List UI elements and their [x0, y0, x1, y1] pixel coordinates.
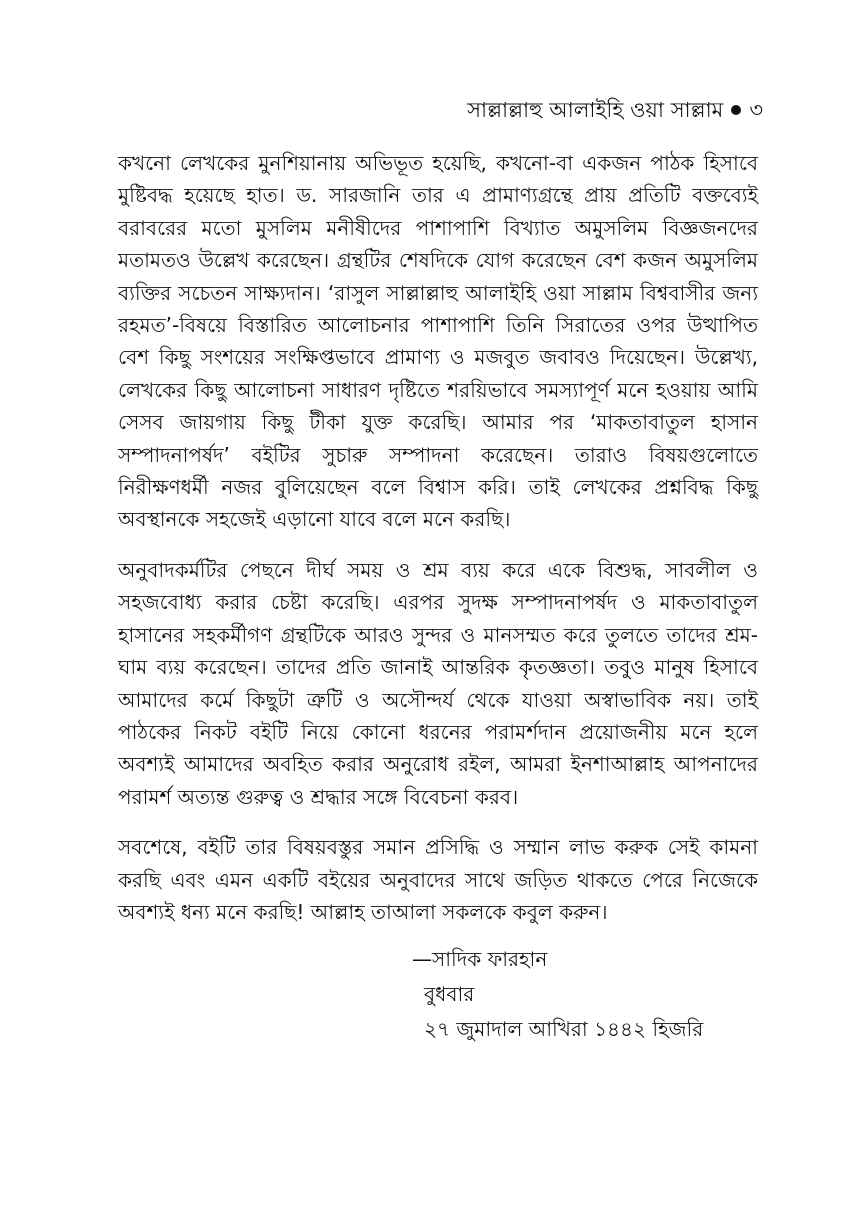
running-header	[467, 96, 763, 124]
bullet-icon	[731, 105, 741, 115]
signature-date: ২৭ জুমাদাল আখিরা ১৪৪২ হিজরি	[424, 1017, 704, 1041]
paragraph-3: সবশেষে, বইটি তার বিষয়বস্তুর সমান প্রসিদ্ধি ও সম্মান লাভ করুক সেই কামনা করছি এবং এমন একটি বইয়ের অনুবাদের সাথে জড়িত থাকতে পেরে নিজেকে অবশ্যই ধন্য মনে করছি! আল্লাহ তাআলা সকলকে কবুল করুন।	[118, 835, 758, 924]
signature-block	[412, 942, 703, 1047]
paragraph-1: কখনো লেখকের মুনশিয়ানায় অভিভূত হয়েছি, কখনো-বা একজন পাঠক হিসাবে মুষ্টিবদ্ধ হয়েছে হাত। ড. সারজানি তার এ প্রামাণ্যগ্রন্থে প্রায় প্রতিটি বক্তব্যেই বরাবরের মতো মুসলিম মনীষীদের পাশাপাশি বিখ্যাত অমুসলিম বিজ্ঞজনদের মতামতও উল্লেখ করেছেন। গ্রন্থটির শেষদিকে যোগ করেছেন বেশ কজন অমুসলিম ব্যক্তির সচেতন সাক্ষ্যদান। ‘রাসুল সাল্লাল্লাহু আলাইহি ওয়া সাল্লাম বিশ্ববাসীর জন্য রহমত’-বিষয়ে বিস্তারিত আলোচনার পাশাপাশি তিনি সিরাতের ওপর উত্থাপিত বেশ কিছু সংশয়ের সংক্ষিপ্তভাবে প্রামাণ্য ও মজবুত জবাবও দিয়েছেন। উল্লেখ্য, লেখকের কিছু আলোচনা সাধারণ দৃষ্টিতে শরয়িভাবে সমস্যাপূর্ণ মনে হওয়ায় আমি সেসব জায়গায় কিছু টীকা যুক্ত করেছি। আমার পর ‘মাকতাবাতুল হাসান সম্পাদনাপর্ষদ’ বইটির সুচারু সম্পাদনা করেছেন। তারাও বিষয়গুলোতে নিরীক্ষণধর্মী নজর বুলিয়েছেন বলে বিশ্বাস করি। তাই লেখকের প্রশ্নবিদ্ধ কিছু অবস্থানকে সহজেই এড়ানো যাবে বলে মনে করছি।	[118, 151, 758, 532]
paragraph-2: অনুবাদকর্মটির পেছনে দীর্ঘ সময় ও শ্রম ব্যয় করে একে বিশুদ্ধ, সাবলীল ও সহজবোধ্য করার চেষ্টা করেছি। এরপর সুদক্ষ সম্পাদনাপর্ষদ ও মাকতাবাতুল হাসানের সহকর্মীগণ গ্রন্থটিকে আরও সুন্দর ও মানসম্মত করে তুলতে তাদের শ্রম-ঘাম ব্যয় করেছেন। তাদের প্রতি জানাই আন্তরিক কৃতজ্ঞতা। তবুও মানুষ হিসাবে আমাদের কর্মে কিছুটা ত্রুটি ও অসৌন্দর্য থেকে যাওয়া অস্বাভাবিক নয়। তাই পাঠকের নিকট বইটি নিয়ে কোনো ধরনের পরামর্শদান প্রয়োজনীয় মনে হলে অবশ্যই আমাদের অবহিত করার অনুরোধ রইল, আমরা ইনশাআল্লাহ আপনাদের পরামর্শ অত্যন্ত গুরুত্ব ও শ্রদ্ধার সঙ্গে বিবেচনা করব।	[118, 557, 758, 809]
running-title: সাল্লাল্লাহু আলাইহি ওয়া সাল্লাম	[467, 98, 724, 122]
signature-name: —সাদিক ফারহান	[412, 947, 548, 971]
signature-day: বুধবার	[424, 982, 475, 1006]
page-number: ৩	[749, 98, 763, 122]
body-text	[118, 147, 758, 946]
